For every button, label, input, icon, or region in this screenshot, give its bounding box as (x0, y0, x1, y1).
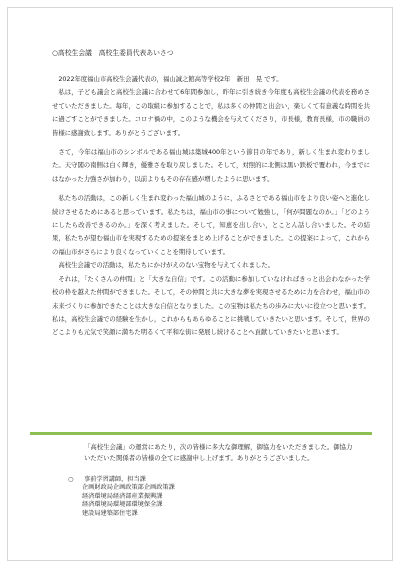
section-divider (30, 432, 372, 435)
list-item: 経済環境局環境部環境保全課 (82, 501, 163, 509)
document-heading: ○高校生会議 高校生委員代表あいさつ (52, 49, 174, 57)
supporters-heading (68, 475, 146, 484)
treasure-paragraph: 高校生会議での活動は，私たちにかけがえのない宝物を与えてくれました。 (58, 261, 274, 270)
supporters-list (82, 484, 175, 518)
list-item: 経済環境局経済部産業振興課 (82, 492, 163, 500)
closing-paragraph: それは，「たくさんの仲間」と「大きな自信」です。この活動に参加していなければきっと出会わなかった学校の枠を越えた仲間ができました。そして，その仲間と共に大きな夢を実現させるために力を合わせ，福山市の未来づくりに参加できたことは大きな自信となりました。この宝物は私たちの歩みに大いに役立つと思います。私は，高校生会議での経験を生かし，これからもあらゆることに挑戦していきたいと思います。そして，世界のどこよりも元気で笑顔に満ちた明るくて平和な街に発展し続けることへ貢献していきたいと思います。 (52, 274, 370, 337)
supporters-title: 事前学習講師，担当課 (83, 476, 146, 483)
activity-paragraph: 私たちの活動は，この新しく生まれ変わった福山城のように，ふるさとである福山市をより良い姿へと進化し続けさせるためにあると思っています。私たちは，福山市の事について勉強し，「何が問題なのか。」「どのようにしたら改善できるのか。」を深く考えました。そして，知恵を出し合い，とことん話し合いました。その結果，私たちが望む福山市を実現するための提案をまとめ上げることができました。この提案によって，これからの福山市がさらにより良くなっていくことを期待しています。 (52, 194, 370, 256)
document-page (7, 7, 393, 561)
intro-paragraph: 2022年度福山市高校生会議代表の，福山誠之館高等学校2年 新田 晃 です。 (58, 75, 283, 83)
acknowledgement-text: 「高校生会議」の運営にあたり，次の皆様に多大な御理解，御協力をいただきました。御協力いただいた関係者の皆様の全てに感謝申し上げます。ありがとうございました。 (84, 443, 353, 462)
list-item: 企画財政局企画政策部企画政策課 (82, 484, 175, 491)
greeting-paragraph: 私は，子ども議会と高校生会議に合わせて6年間参加し，昨年に引き続き今年度も高校生会議の代表を務めさせていただきました。毎年，この取組に参加することで，私は多くの仲間と出会い，楽しくて有意義な時間を共に過ごすことができました。コロナ禍の中，このような機会を与えてくださり，市長様，教育長様，市の職員の皆様に感謝致します。ありがとうございます。 (52, 88, 370, 137)
document-body (52, 48, 370, 340)
castle-paragraph: さて，今年は福山市のシンボルである福山城は築城400年という節目の年であり，新しく生まれ変わりました。天守閣の南側は白く輝き，優雅さを取り戻しました。そして，対照的に北側は黒い鉄板で覆われ，今までにはなかった力強さが加わり，以前よりもその存在感が増したように思います。 (52, 148, 370, 183)
circle-bullet-icon: ○ (68, 476, 74, 483)
list-item: 建設局建築部住宅課 (82, 509, 138, 517)
